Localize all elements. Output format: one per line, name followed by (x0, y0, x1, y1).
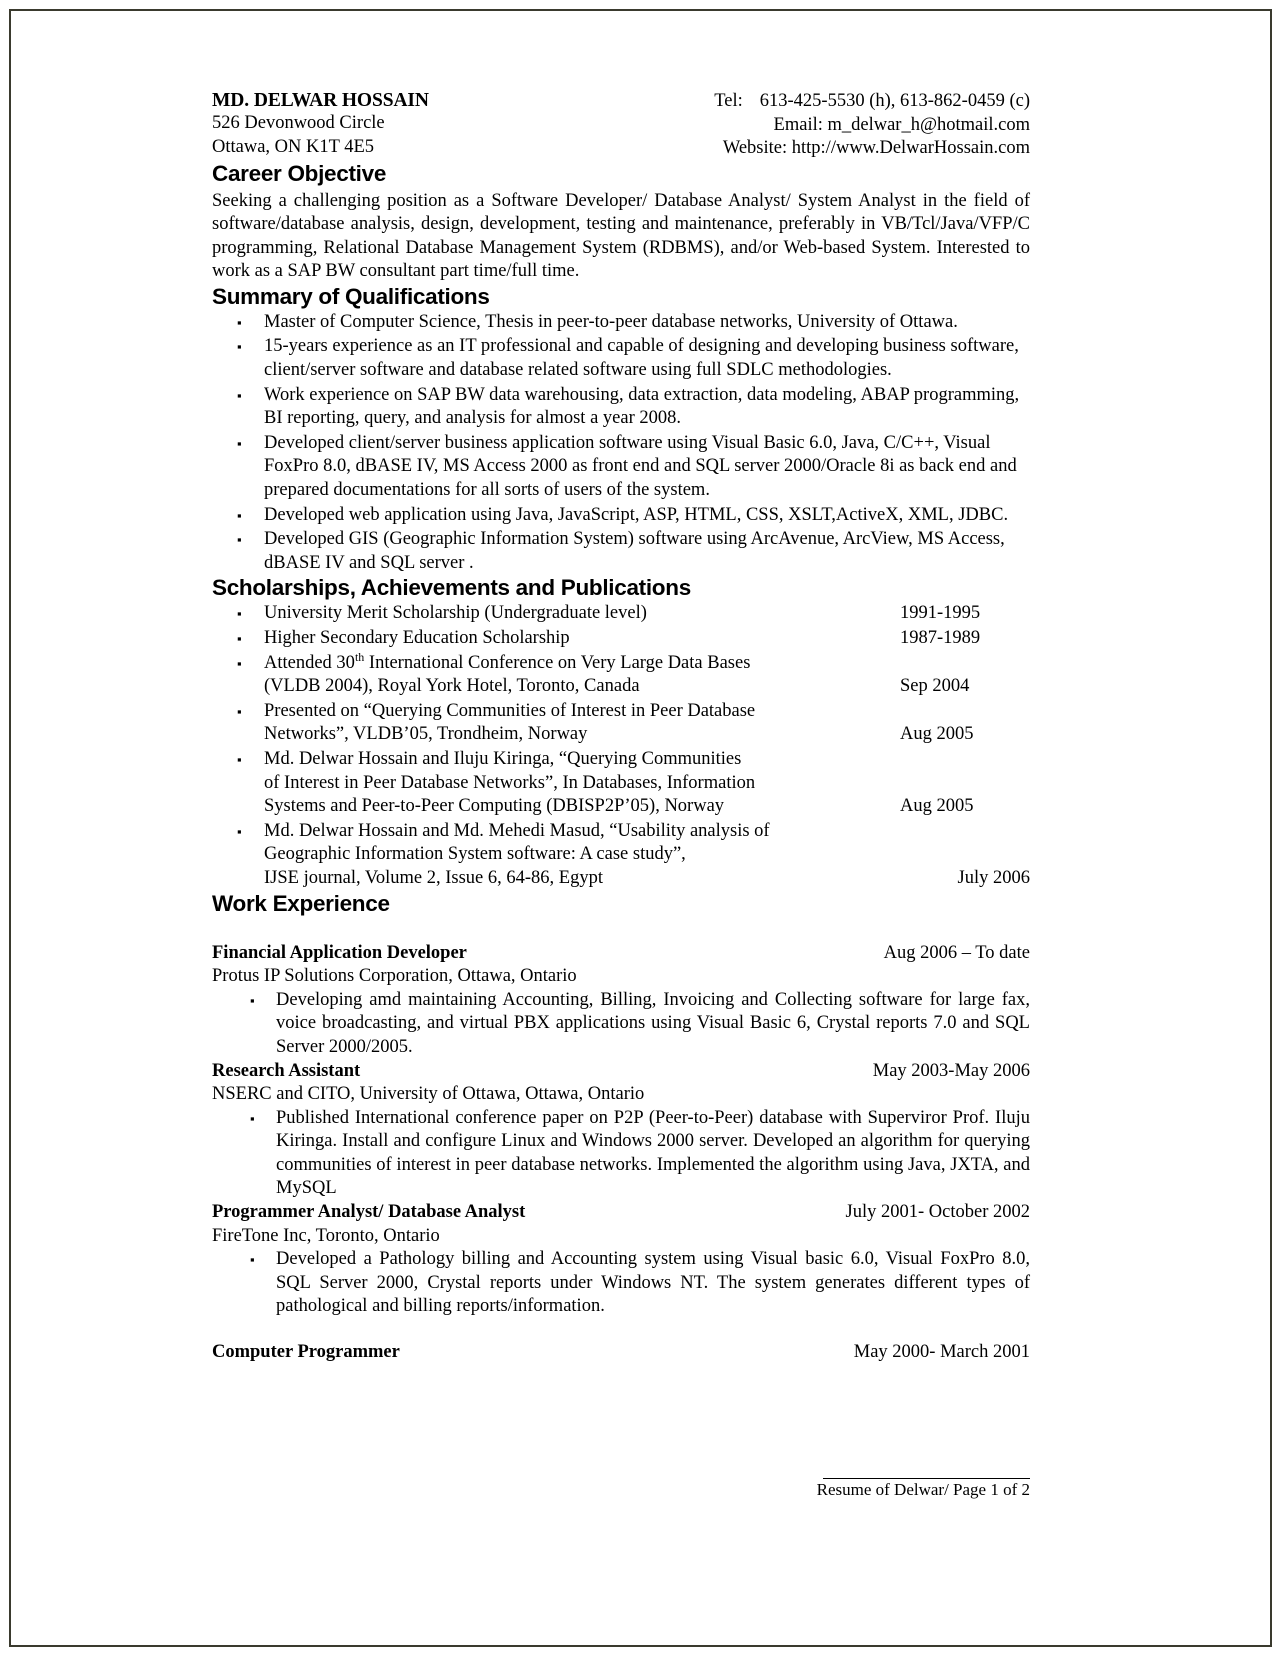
footer-divider (823, 1478, 1030, 1479)
scholarship-text: University Merit Scholarship (Undergraduate level) (264, 603, 647, 624)
publication-row (264, 700, 1030, 724)
footer-page-label: Resume of Delwar/ Page 1 of 2 (816, 1480, 1030, 1499)
email-line: Email: m_delwar_h@hotmail.com (773, 114, 1030, 135)
scholarships-list (212, 602, 1030, 890)
header-left-block (212, 88, 429, 159)
bullet-square-icon: ▪ (237, 606, 242, 622)
bullet-square-icon: ▪ (237, 703, 242, 719)
publication-row (264, 772, 1030, 796)
job-entry (212, 1060, 1030, 1202)
ordinal-suffix: th (354, 649, 365, 664)
website-line: Website: http://www.DelwarHossain.com (722, 138, 1030, 158)
list-item (212, 432, 1030, 503)
summary-bullet-text: Developed GIS (Geographic Information System) software using ArcAvenue, ArcView, MS Access, dBASE IV and SQL server . (264, 529, 1005, 573)
publication-row (264, 867, 1030, 891)
publication-text: Geographic Information System software: A case study”, (264, 844, 686, 865)
section-heading-summary: Summary of Qualifications (212, 283, 490, 309)
section-heading-work-experience: Work Experience (212, 890, 390, 916)
publication-row (264, 748, 1030, 772)
list-item (212, 820, 1030, 891)
summary-bullet-text: Work experience on SAP BW data warehousing, data extraction, data modeling, ABAP programming, BI reporting, query, and analysis for almost a year 2008. (264, 384, 1020, 429)
job-date: Aug 2006 – To date (883, 942, 1030, 963)
list-item (212, 700, 1030, 747)
publication-text: Networks”, VLDB’05, Trondheim, Norway (264, 724, 588, 745)
list-item (212, 504, 1030, 528)
scholarship-date: 1991-1995 (900, 603, 981, 624)
job-organization: FireTone Inc, Toronto, Ontario (212, 1225, 440, 1246)
list-item (212, 528, 1030, 575)
address-line-1: 526 Devonwood Circle (212, 113, 385, 133)
list-item (212, 384, 1030, 431)
publication-date: Aug 2005 (900, 796, 974, 817)
summary-bullet-text: 15-years experience as an IT professional and capable of designing and developing business software, client/server software and database related software using full SDLC methodologies. (264, 336, 1019, 381)
bullet-square-icon: ▪ (237, 532, 242, 548)
bullet-square-icon: ▪ (237, 387, 242, 403)
bullet-square-icon: ▪ (237, 507, 242, 523)
section-heading-scholarships: Scholarships, Achievements and Publications (212, 575, 691, 601)
telephone-value: 613-425-5530 (h), 613-862-0459 (c) (759, 91, 1030, 111)
summary-bullet-text: Developed web application using Java, JavaScript, ASP, HTML, CSS, XSLT,ActiveX, XML, JDBC. (264, 504, 1009, 525)
publication-text: IJSE journal, Volume 2, Issue 6, 64-86, Egypt (264, 867, 603, 888)
list-item (212, 748, 1030, 819)
publication-date: July 2006 (957, 867, 1030, 888)
bullet-square-icon: ▪ (237, 339, 242, 355)
publication-text: Systems and Peer-to-Peer Computing (DBISP2P’05), Norway (264, 796, 725, 817)
job-entry (212, 942, 1030, 1060)
publication-row (264, 843, 1030, 867)
bullet-square-icon: ▪ (237, 314, 242, 330)
job-organization: NSERC and CITO, University of Ottawa, Ottawa, Ontario (212, 1084, 645, 1105)
header-contact-block (714, 88, 1030, 161)
telephone-label: Tel: (714, 91, 743, 111)
scholarship-date: 1987-1989 (900, 628, 981, 648)
scholarship-row (264, 602, 1030, 626)
page-footer (212, 1478, 1030, 1500)
section-heading-career-objective: Career Objective (212, 160, 387, 186)
publication-text: of Interest in Peer Database Networks”, In Databases, Information (264, 772, 756, 793)
list-item (212, 602, 1030, 626)
publication-row (264, 795, 1030, 819)
document-content (212, 88, 1030, 1365)
summary-bullet-text: Developed client/server business application software using Visual Basic 6.0, Java, C/C++, Visual FoxPro 8.0, dBASE IV, MS Access 2000 as front end and SQL server 2000/Oracle 8i as back end and prepared documentations for all sorts of users of the system. (264, 432, 1017, 501)
publication-date: Aug 2005 (900, 724, 974, 745)
conference-text-prefix: Attended 30 (264, 652, 355, 673)
publication-text: Presented on “Querying Communities of Interest in Peer Database (264, 700, 756, 721)
publication-text: Md. Delwar Hossain and Iluju Kiringa, “Querying Communities (264, 748, 742, 769)
job-date: May 2000- March 2001 (853, 1342, 1030, 1363)
bullet-square-icon: ▪ (237, 655, 242, 671)
publication-text: Md. Delwar Hossain and Md. Mehedi Masud, “Usability analysis of (264, 820, 770, 841)
job-header (212, 942, 1030, 966)
scholarship-text: Higher Secondary Education Scholarship (264, 628, 570, 648)
job-entry (212, 1201, 1030, 1319)
scholarship-date: Sep 2004 (900, 676, 970, 697)
scholarship-row (264, 627, 1030, 651)
job-title: Research Assistant (212, 1060, 361, 1081)
address-line-2: Ottawa, ON K1T 4E5 (212, 136, 375, 157)
job-date: May 2003-May 2006 (872, 1060, 1030, 1081)
conference-venue: (VLDB 2004), Royal York Hotel, Toronto, Canada (264, 676, 640, 697)
conference-text-rest: International Conference on Very Large Data Bases (364, 652, 751, 673)
job-bullet-list (212, 1248, 1030, 1319)
scholarship-row (264, 675, 1030, 699)
summary-bullet-text: Master of Computer Science, Thesis in peer-to-peer database networks, University of Ottawa. (264, 311, 958, 332)
job-title: Programmer Analyst/ Database Analyst (212, 1202, 526, 1223)
scholarship-row (264, 649, 1030, 676)
bullet-square-icon: ▪ (237, 823, 242, 839)
list-item (212, 311, 1030, 335)
job-bullet-text: Developing amd maintaining Accounting, Billing, Invoicing and Collecting software for large fax, voice broadcasting, and virtual PBX applications using Visual Basic 6, Crystal reports 7.0 and SQL Server 2000/2005. (276, 989, 1030, 1057)
publication-row (264, 820, 1030, 844)
job-header (212, 1341, 1030, 1365)
candidate-name: MD. DELWAR HOSSAIN (212, 90, 429, 111)
list-item (212, 989, 1030, 1060)
job-bullet-list (212, 1107, 1030, 1201)
job-bullet-list (212, 989, 1030, 1060)
bullet-square-icon: ▪ (250, 992, 255, 1008)
bullet-square-icon: ▪ (237, 751, 242, 767)
list-item (212, 1248, 1030, 1319)
list-item (212, 627, 1030, 651)
job-title: Financial Application Developer (212, 942, 467, 963)
telephone-row (714, 90, 1030, 114)
bullet-square-icon: ▪ (250, 1252, 255, 1268)
list-item (212, 335, 1030, 382)
job-title: Computer Programmer (212, 1342, 400, 1363)
list-item (212, 1107, 1030, 1201)
publication-row (264, 723, 1030, 747)
job-bullet-text: Published International conference paper on P2P (Peer-to-Peer) database with Superviror Prof. Iluju Kiringa. Install and configure Linux and Windows 2000 server. Developed an algorithm for querying communities of interest in peer database networks. Implemented the algorithm using Java, JXTA, and MySQL (276, 1107, 1030, 1199)
job-organization: Protus IP Solutions Corporation, Ottawa, Ontario (212, 966, 577, 987)
bullet-square-icon: ▪ (250, 1110, 255, 1126)
job-date: July 2001- October 2002 (845, 1202, 1030, 1223)
resume-header (212, 88, 1030, 161)
list-item (212, 649, 1030, 699)
conference-text (264, 649, 890, 676)
job-header (212, 1201, 1030, 1225)
bullet-square-icon: ▪ (237, 435, 242, 451)
job-header (212, 1060, 1030, 1084)
career-objective-text: Seeking a challenging position as a Software Developer/ Database Analyst/ System Analyst in the field of software/database analysis, design, development, testing and maintenance, preferably in VB/Tcl/Java/VFP/C programming, Relational Database Management System (RDBMS), and/or Web-based System. Interested to work as a SAP BW consultant part time/full time. (212, 190, 1030, 282)
summary-bullet-list (212, 311, 1030, 576)
bullet-square-icon: ▪ (237, 631, 242, 646)
job-bullet-text: Developed a Pathology billing and Accounting system using Visual basic 6.0, Visual FoxPro 8.0, SQL Server 2000, Crystal reports under Windows NT. The system generates different types of pathological and billing reports/information. (276, 1249, 1030, 1317)
job-entry (212, 1341, 1030, 1365)
